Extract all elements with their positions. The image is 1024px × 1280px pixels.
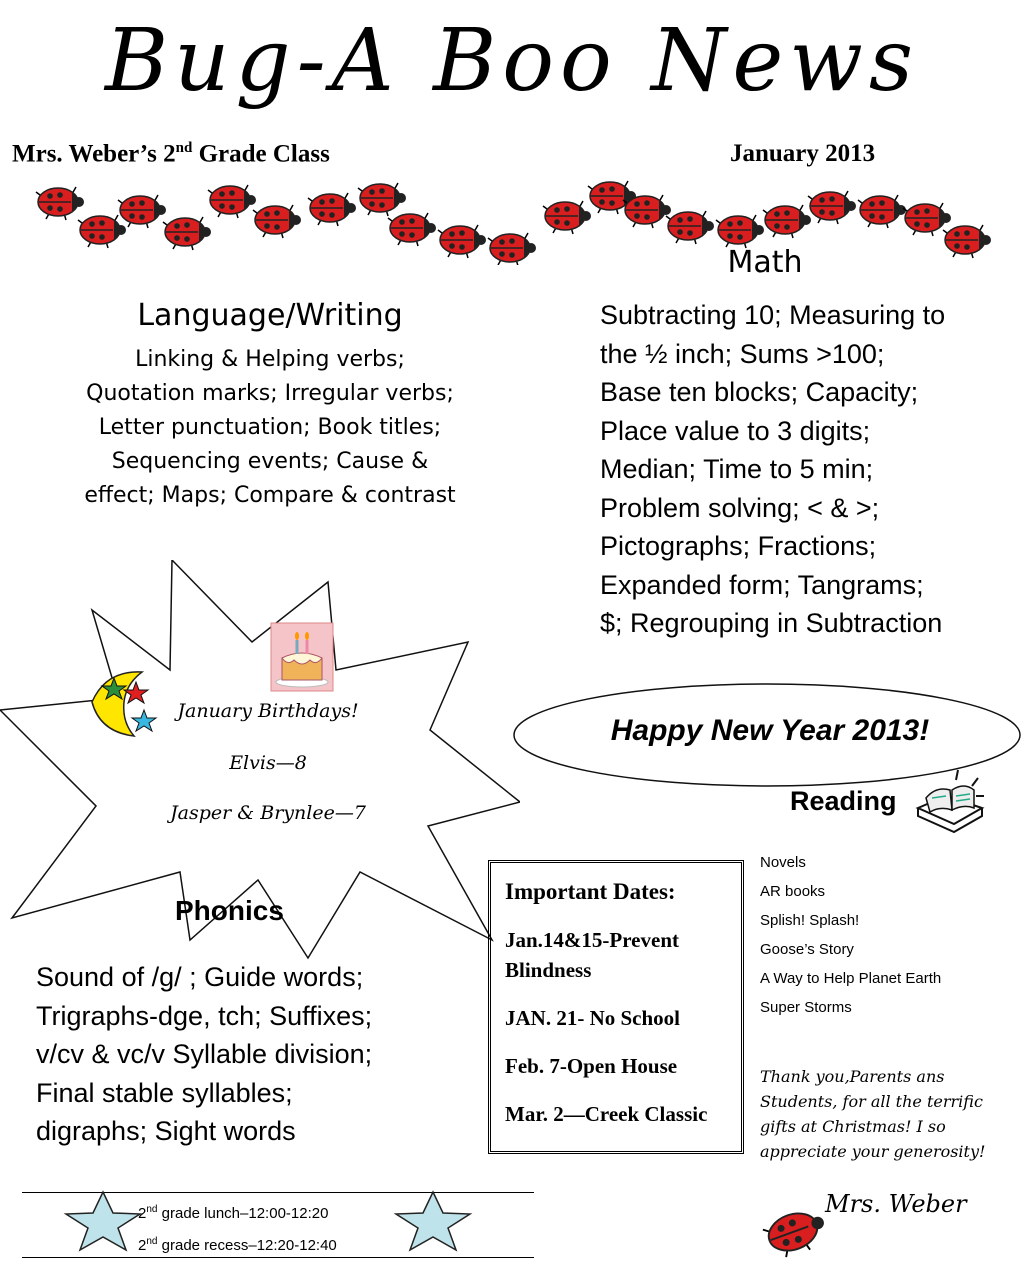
math-heading: Math: [727, 245, 803, 280]
thank-you-note: Thank you,Parents ans Students, for all the terrific gifts at Christmas! I so appreciate your generosity!: [760, 1067, 986, 1161]
ladybug-icon: [716, 215, 764, 248]
ladybug-icon: [78, 215, 126, 248]
date-item: JAN. 21- No School: [505, 1006, 681, 1030]
reading-item: A Way to Help Planet Earth: [760, 970, 942, 987]
math-line: Median; Time to 5 min;: [600, 454, 874, 484]
phonics-topics: [36, 958, 476, 1151]
ladybug-icon: [36, 187, 84, 220]
ladybug-icon: [763, 205, 811, 238]
math-line: Expanded form; Tangrams;: [600, 569, 924, 600]
ladybug-icon: [208, 185, 256, 218]
ladybug-garland: [20, 170, 1004, 265]
language-line: Linking & Helping verbs;: [135, 347, 405, 372]
language-line: Letter punctuation; Book titles;: [98, 415, 442, 440]
reading-item: Splish! Splash!: [760, 912, 860, 929]
ladybug-icon: [358, 183, 406, 216]
birthday-cake-icon: [270, 622, 334, 692]
ladybug-icon: [808, 191, 856, 224]
new-year-banner: Happy New Year 2013!: [610, 714, 930, 747]
lunch-time: 2nd grade lunch–12:00-12:20: [138, 1204, 329, 1222]
reading-item: Super Storms: [760, 999, 852, 1016]
ladybug-icon: [543, 201, 591, 234]
newsletter-title: Bug-A Boo News: [104, 11, 920, 111]
ladybug-icon: [760, 1200, 830, 1258]
class-name: Mrs. Weber’s 2nd Grade Class: [12, 140, 330, 168]
language-topics: [30, 343, 510, 513]
phonics-line: digraphs; Sight words: [36, 1116, 296, 1146]
reading-item: Goose’s Story: [760, 941, 854, 958]
phonics-line: Sound of /g/ ; Guide words;: [36, 962, 364, 992]
phonics-line: Trigraphs-dge, tch; Suffixes;: [36, 1000, 373, 1031]
star-icon: [392, 1190, 474, 1252]
birthdays-title: January Birthdays!: [177, 700, 359, 722]
reading-item: AR books: [760, 883, 826, 900]
language-line: effect; Maps; Compare & contrast: [84, 483, 456, 508]
birthday-entry: Elvis—8: [229, 752, 307, 774]
reading-item: Novels: [760, 854, 806, 871]
phonics-line: v/cv & vc/v Syllable division;: [36, 1039, 373, 1069]
star-icon: [62, 1190, 144, 1252]
ladybug-icon: [118, 195, 166, 228]
important-dates-box: [488, 860, 744, 1154]
signature: Mrs. Weber: [825, 1190, 967, 1218]
ladybug-icon: [666, 211, 714, 244]
recess-time: 2nd grade recess–12:20-12:40: [138, 1236, 337, 1254]
ladybug-icon: [253, 205, 301, 238]
math-line: Pictographs; Fractions;: [600, 531, 877, 561]
ladybug-icon: [858, 195, 906, 228]
issue-date: January 2013: [730, 140, 876, 167]
math-line: Problem solving; < & >;: [600, 492, 880, 523]
math-line: the ½ inch; Sums >100;: [600, 338, 885, 369]
ladybug-icon: [388, 213, 436, 246]
phonics-heading: Phonics: [175, 895, 284, 926]
ladybug-icon: [308, 193, 356, 226]
language-line: Sequencing events; Cause &: [111, 449, 429, 474]
reading-heading: Reading: [790, 786, 897, 816]
ladybug-icon: [623, 195, 671, 228]
math-line: Place value to 3 digits;: [600, 415, 871, 446]
language-line: Quotation marks; Irregular verbs;: [86, 381, 454, 406]
birthday-entry: Jasper & Brynlee—7: [170, 802, 366, 824]
math-topics: [600, 296, 1020, 643]
phonics-line: Final stable syllables;: [36, 1077, 293, 1108]
math-line: $; Regrouping in Subtraction: [600, 608, 943, 638]
date-item: Feb. 7-Open House: [505, 1054, 678, 1078]
ladybug-icon: [488, 233, 536, 265]
ladybug-icon: [163, 217, 211, 250]
date-item: Jan.14&15-Prevent Blindness: [505, 928, 679, 982]
open-book-icon: [912, 768, 988, 834]
math-line: Subtracting 10; Measuring to: [600, 300, 946, 330]
language-heading: Language/Writing: [137, 298, 403, 333]
math-line: Base ten blocks; Capacity;: [600, 377, 919, 407]
ladybug-icon: [943, 225, 991, 258]
date-item: Mar. 2—Creek Classic: [505, 1102, 708, 1126]
dates-heading: Important Dates:: [505, 879, 676, 904]
ladybug-icon: [438, 225, 486, 258]
reading-list: [760, 848, 941, 1022]
